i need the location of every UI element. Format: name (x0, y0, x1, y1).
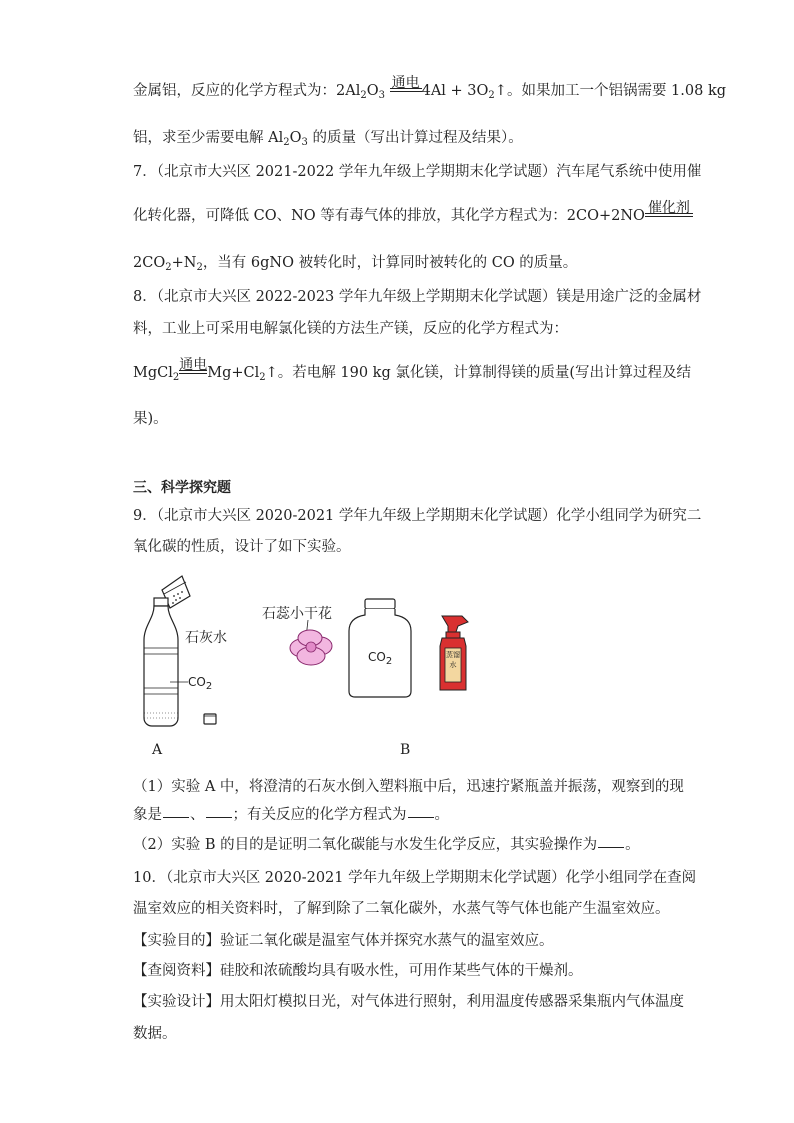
gas-jar-icon (345, 597, 415, 699)
question-9-line2: 氧化碳的性质，设计了如下实验。 (133, 539, 351, 555)
bottle-cap-icon (204, 714, 216, 724)
litmus-flower-icon (282, 618, 342, 673)
question-8-title: 8．（北京市大兴区 2022-2023 学年九年级上学期期末化学试题）镁是用途广泛的金属材 (133, 289, 702, 305)
figure-label-a: A (152, 742, 163, 758)
answer-blank[interactable] (408, 817, 434, 818)
question-7-title: 7．（北京市大兴区 2021-2022 学年九年级上学期期末化学试题）汽车尾气系统中使用催 (133, 164, 702, 180)
figure-label-b: B (400, 742, 411, 758)
sprayer-label: 蒸馏水 (446, 651, 460, 669)
co2-label-a: $CO_2$ (188, 675, 213, 692)
litmus-flower-label: 石蕊小干花 (262, 606, 332, 622)
question-7-line3: $2CO_2+N_2$，当有 6gNO 被转化时，计算同时被转化的 CO 的质量。 (133, 255, 578, 273)
question-10-line3: 【实验目的】验证二氧化碳是温室气体并探究水蒸气的温室效应。 (133, 933, 554, 949)
equation-line-al2o3: 金属铝，反应的化学方程式为：$2Al_2O_3$ 通电 $4Al + 3O_2↑$。如果加工一个铝锅需要 1.08 kg (133, 74, 727, 101)
reaction-condition: 通电 (179, 356, 208, 373)
answer-blank[interactable] (206, 817, 232, 818)
question-8-line3: MgCl$_2$ 通电 $Mg+Cl_2↑$。若电解 190 kg 氯化镁，计算制得镁的质量(写出计算过程及结 (133, 356, 692, 383)
question-9-sub2: （2）实验 B 的目的是证明二氧化碳能与水发生化学反应，其实验操作为 。 (133, 837, 640, 853)
question-10-line2: 温室效应的相关资料时，了解到除了二氧化碳外，水蒸气等气体也能产生温室效应。 (133, 901, 670, 917)
question-9-sub1-line1: （1）实验 A 中，将澄清的石灰水倒入塑料瓶中后，迅速拧紧瓶盖并振荡，观察到的现 (133, 779, 684, 795)
limewater-label: 石灰水 (185, 630, 227, 646)
section-title: 三、科学探究题 (133, 480, 231, 496)
question-10-title: 10．（北京市大兴区 2020-2021 学年九年级上学期期末化学试题）化学小组同学在查阅 (133, 870, 697, 886)
question-8-line2: 料，工业上可采用电解氯化镁的方法生产镁，反应的化学方程式为： (133, 321, 568, 337)
question-9-title: 9．（北京市大兴区 2020-2021 学年九年级上学期期末化学试题）化学小组同学为研究二 (133, 508, 702, 524)
reaction-condition: 通电 (391, 74, 420, 91)
question-10-line6: 数据。 (133, 1026, 177, 1042)
question-10-line4: 【查阅资料】硅胶和浓硫酸均具有吸水性，可用作某些气体的干燥剂。 (133, 963, 583, 979)
reaction-condition: 催化剂 (645, 209, 693, 224)
question-10-line5: 【实验设计】用太阳灯模拟日光，对气体进行照射，利用温度传感器采集瓶内气体温度 (133, 994, 684, 1010)
answer-blank[interactable] (163, 817, 189, 818)
experiment-a-figure (130, 568, 240, 733)
question-7-line2: 化转化器，可降低 CO、NO 等有毒气体的排放，其化学方程式为：2CO+2NO 催化剂 (133, 209, 693, 224)
answer-blank[interactable] (598, 847, 624, 848)
question-8-line4: 果)。 (133, 411, 168, 427)
plastic-bottle-icon (144, 598, 178, 726)
question-text-line: 铝，求至少需要电解 $Al_2O_3$ 的质量（写出计算过程及结果）。 (133, 130, 523, 148)
question-9-sub1-line2: 象是 、 ；有关反应的化学方程式为 。 (133, 807, 449, 823)
co2-label-b: $CO_2$ (368, 650, 393, 667)
